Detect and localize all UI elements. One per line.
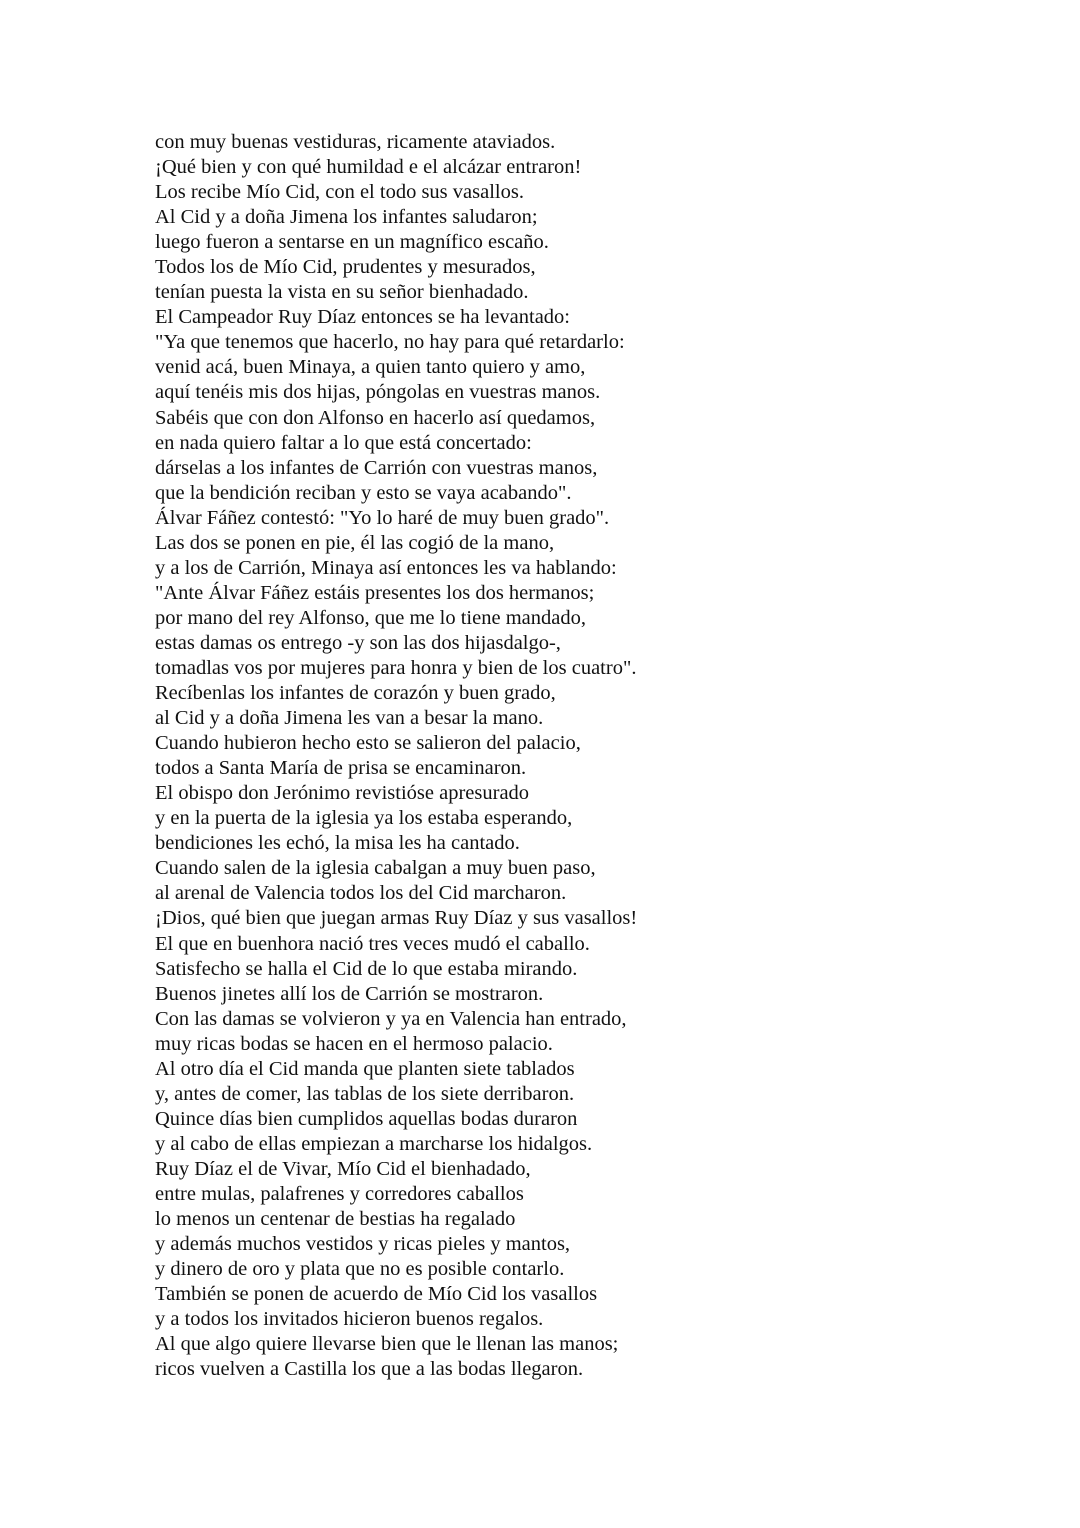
poem-line: Satisfecho se halla el Cid de lo que estaba mirando. [155,957,578,980]
poem-line: Al que algo quiere llevarse bien que le llenan las manos; [155,1333,619,1356]
poem-line: y al cabo de ellas empiezan a marcharse los hidalgos. [155,1132,593,1155]
poem-line: ricos vuelven a Castilla los que a las bodas llegaron. [155,1358,584,1381]
poem-line: Todos los de Mío Cid, prudentes y mesurados, [155,256,536,279]
poem-line: y a los de Carrión, Minaya así entonces les va hablando: [155,556,617,579]
poem-line: "Ya que tenemos que hacerlo, no hay para qué retardarlo: [155,331,625,354]
poem-line: Sabéis que con don Alfonso en hacerlo así quedamos, [155,406,596,429]
poem-line: al arenal de Valencia todos los del Cid marcharon. [155,882,567,905]
poem-line: lo menos un centenar de bestias ha regalado [155,1208,516,1231]
poem-line: y dinero de oro y plata que no es posible contarlo. [155,1258,565,1281]
poem-line: Las dos se ponen en pie, él las cogió de la mano, [155,531,555,554]
poem-line: en nada quiero faltar a lo que está concertado: [155,431,532,454]
poem-line: Quince días bien cumplidos aquellas bodas duraron [155,1107,578,1130]
poem-line: dárselas a los infantes de Carrión con vuestras manos, [155,456,598,479]
poem-line: y en la puerta de la iglesia ya los estaba esperando, [155,807,573,830]
poem-line: tomadlas vos por mujeres para honra y bien de los cuatro". [155,656,637,679]
poem-line: El Campeador Ruy Díaz entonces se ha levantado: [155,306,570,329]
poem-line: tenían puesta la vista en su señor bienhadado. [155,281,529,304]
poem-line: muy ricas bodas se hacen en el hermoso palacio. [155,1032,553,1055]
poem-line: Buenos jinetes allí los de Carrión se mostraron. [155,982,544,1005]
poem-line: venid acá, buen Minaya, a quien tanto quiero y amo, [155,356,586,379]
poem-line: Ruy Díaz el de Vivar, Mío Cid el bienhadado, [155,1157,531,1180]
poem-line: Con las damas se volvieron y ya en Valencia han entrado, [155,1007,627,1030]
poem-line: y además muchos vestidos y ricas pieles y mantos, [155,1233,571,1256]
poem-line: Al otro día el Cid manda que planten siete tablados [155,1057,575,1080]
poem-line: aquí tenéis mis dos hijas, póngolas en vuestras manos. [155,381,601,404]
poem-line: estas damas os entrego -y son las dos hijasdalgo-, [155,631,561,654]
poem-line: Álvar Fáñez contestó: "Yo lo haré de muy buen grado". [155,506,610,529]
poem-line: y a todos los invitados hicieron buenos regalos. [155,1308,544,1331]
poem-line: "Ante Álvar Fáñez estáis presentes los dos hermanos; [155,581,595,604]
poem-line: El que en buenhora nació tres veces mudó el caballo. [155,932,590,955]
poem-line: que la bendición reciban y esto se vaya acabando". [155,481,572,504]
poem-line: con muy buenas vestiduras, ricamente ataviados. [155,131,556,153]
poem-line: por mano del rey Alfonso, que me lo tiene mandado, [155,606,586,629]
poem-line: entre mulas, palafrenes y corredores caballos [155,1182,524,1205]
poem-line: ¡Dios, qué bien que juegan armas Ruy Díaz y sus vasallos! [155,907,638,930]
poem-line: al Cid y a doña Jimena les van a besar la mano. [155,707,544,730]
poem-line: Al Cid y a doña Jimena los infantes saludaron; [155,206,538,229]
poem-line: bendiciones les echó, la misa les ha cantado. [155,832,520,855]
poem-line: El obispo don Jerónimo revistióse apresurado [155,782,530,805]
poem-line: Recíbenlas los infantes de corazón y buen grado, [155,682,556,705]
poem-line: Los recibe Mío Cid, con el todo sus vasallos. [155,181,524,204]
poem-line: Cuando hubieron hecho esto se salieron del palacio, [155,732,581,755]
poem-line: ¡Qué bien y con qué humildad e el alcázar entraron! [155,156,582,179]
poem-text [155,130,637,1382]
poem-line: También se ponen de acuerdo de Mío Cid los vasallos [155,1283,598,1306]
poem-line: Cuando salen de la iglesia cabalgan a muy buen paso, [155,857,596,880]
poem-line: todos a Santa María de prisa se encaminaron. [155,757,527,780]
poem-line: luego fueron a sentarse en un magnífico escaño. [155,231,549,254]
poem-line: y, antes de comer, las tablas de los siete derribaron. [155,1082,575,1105]
